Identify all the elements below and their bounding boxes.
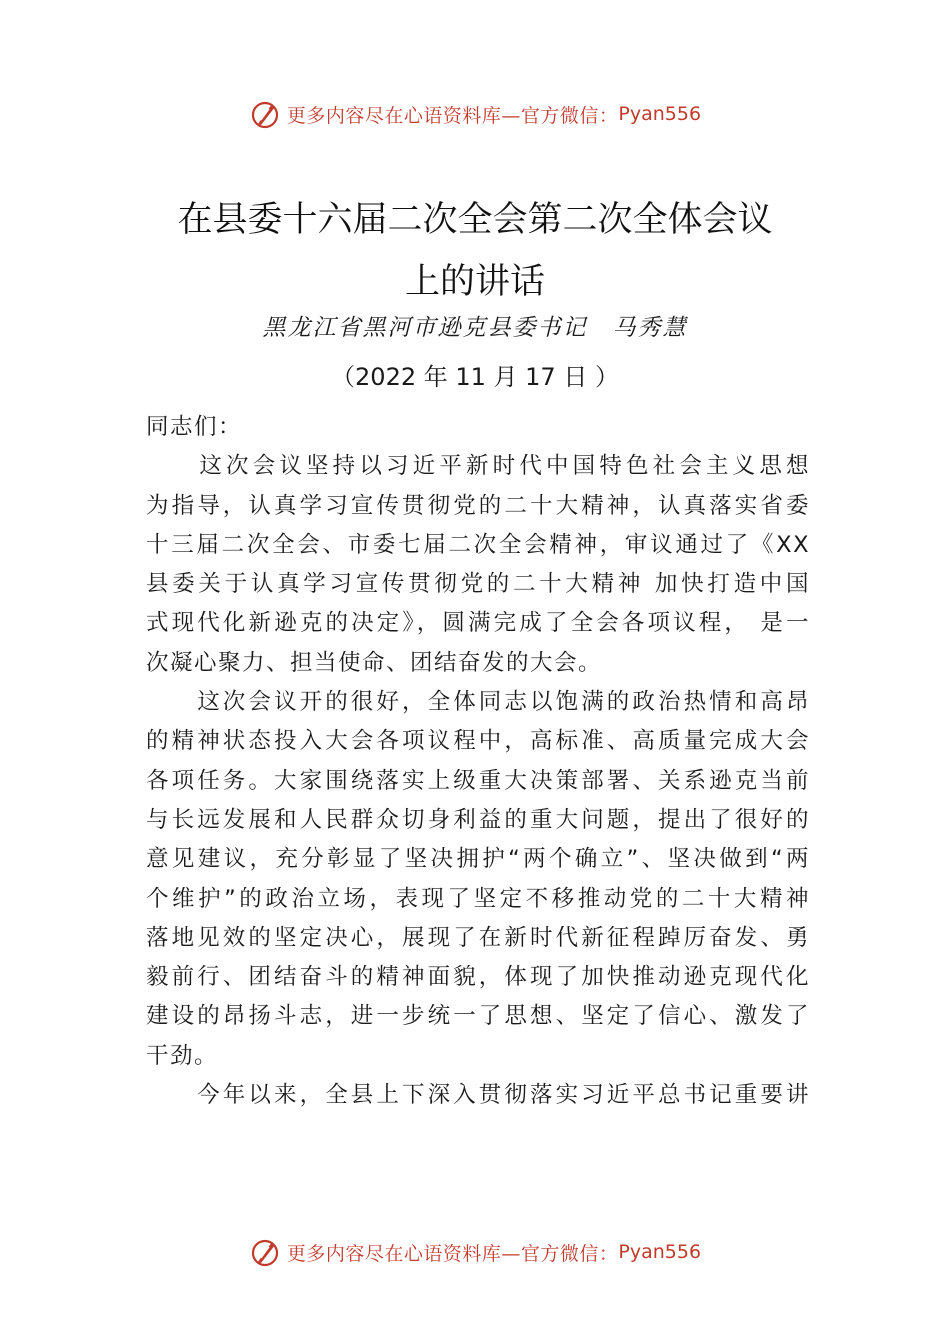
document-title-line-2: 上的讲话: [404, 262, 545, 302]
body-line: 的精神状态投入大会各项议程中，高标准、高质量完成大会: [146, 728, 810, 755]
body-line: 式现代化新逊克的决定》，圆满完成了全会各项议程， 是一: [146, 610, 810, 637]
watermark-header: [0, 94, 950, 134]
body-line: 落地见效的坚定决心，展现了在新时代新征程踔厉奋发、勇: [146, 924, 810, 951]
watermark-text: 更多内容尽在心语资料库—官方微信：: [286, 1242, 619, 1265]
body-line: 干劲。: [146, 1042, 219, 1069]
watermark-text: 更多内容尽在心语资料库—官方微信：: [286, 104, 619, 127]
speech-date: （2022 年 11 月 17 日 ）: [331, 363, 619, 391]
body-line: 这次会议坚持以习近平新时代中国特色社会主义思想: [146, 453, 810, 480]
body-line: 各项任务。大家围绕落实上级重大决策部署、关系逊克当前: [146, 767, 810, 794]
body-line: 县委关于认真学习宣传贯彻党的二十大精神 加快打造中国: [146, 571, 810, 598]
body-line: 次凝心聚力、担当使命、团结奋发的大会。: [146, 649, 603, 676]
speech-body: [146, 408, 810, 1115]
body-line: 毅前行、团结奋斗的精神面貌，体现了加快推动逊克现代化: [146, 964, 810, 991]
body-line: 十三届二次全会、市委七届二次全会精神，审议通过了《XX: [146, 531, 810, 558]
document-title-line-1: 在县委十六届二次全会第二次全体会议: [177, 200, 773, 240]
body-line: 同志们：: [146, 414, 243, 440]
quill-pen-circle-icon: [249, 98, 281, 130]
body-line: 这次会议开的很好，全体同志以饱满的政治热情和高昂: [146, 689, 810, 716]
body-line: 个维护”的政治立场，表现了坚定不移推动党的二十大精神: [146, 885, 810, 912]
body-line: 意见建议，充分彰显了坚决拥护“两个确立”、坚决做到“两: [146, 846, 810, 873]
watermark-handle: Pyan556: [618, 1241, 702, 1263]
watermark-handle: Pyan556: [618, 103, 702, 125]
body-line: 与长远发展和人民群众切身利益的重大问题，提出了很好的: [146, 806, 810, 833]
author-line: 黑龙江省黑河市逊克县委书记 马秀慧: [262, 315, 688, 341]
quill-pen-circle-icon: [249, 1236, 281, 1268]
body-line: 建设的昂扬斗志，进一步统一了思想、坚定了信心、激发了: [146, 1003, 810, 1030]
body-line: 今年以来，全县上下深入贯彻落实习近平总书记重要讲: [146, 1082, 810, 1109]
watermark-footer: [0, 1232, 950, 1272]
body-line: 为指导，认真学习宣传贯彻党的二十大精神，认真落实省委: [146, 492, 810, 519]
